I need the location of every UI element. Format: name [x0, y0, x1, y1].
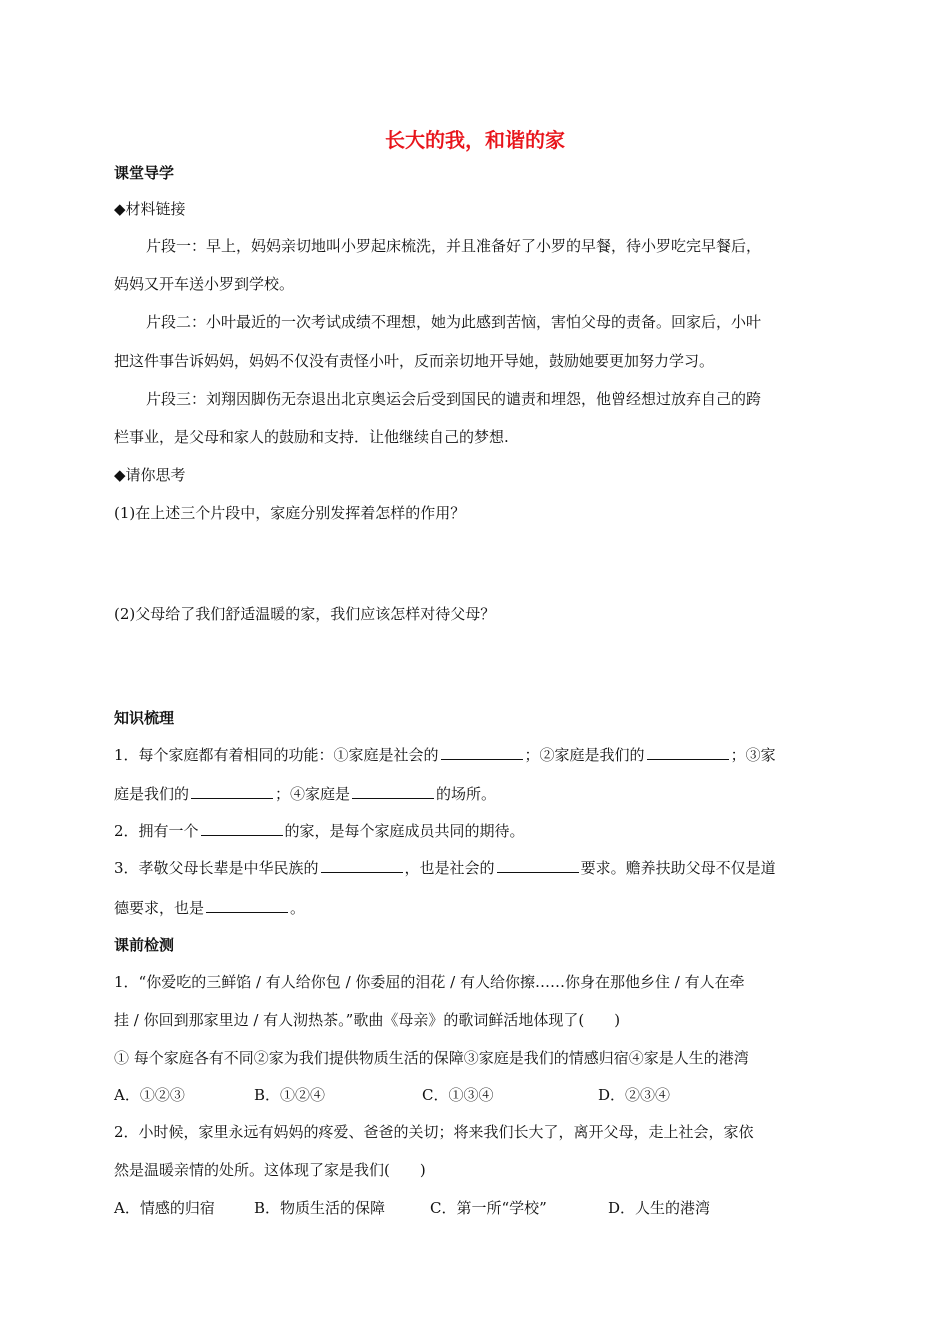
materials-heading: ◆材料链接 — [114, 200, 186, 218]
k1-text-c: ；③家 — [730, 746, 776, 764]
precheck-q1-line-2: 挂 / 你回到那家里边 / 有人沏热茶。”歌曲《母亲》的歌词鲜活地体现了( ) — [114, 1011, 621, 1029]
k1-text-f: 的场所。 — [436, 785, 497, 803]
fragment-1-line-2: 妈妈又开车送小罗到学校。 — [114, 275, 295, 293]
option-c[interactable]: C．第一所“学校” — [430, 1199, 547, 1217]
precheck-q2-options — [114, 1197, 710, 1219]
k3-text-b: ，也是社会的 — [404, 859, 495, 877]
k1-text-d: 庭是我们的 — [114, 785, 190, 803]
option-d[interactable]: D．②③④ — [598, 1086, 671, 1104]
fragment-3-line-2: 栏事业，是父母和家人的鼓励和支持．让他继续自己的梦想. — [114, 428, 509, 446]
k3-text-d: 德要求，也是 — [114, 899, 205, 917]
fragment-3-line-1: 片段三：刘翔因脚伤无奈退出北京奥运会后受到国民的谴责和埋怨，他曾经想过放弃自己的跨 — [146, 390, 762, 408]
k1-text-b: ；②家庭是我们的 — [524, 746, 645, 764]
precheck-q2-line-2: 然是温暖亲情的处所。这体现了家是我们( ) — [114, 1161, 426, 1179]
fill-blank[interactable] — [497, 857, 579, 873]
knowledge-item-3-line-1 — [114, 857, 776, 879]
question-1: (1)在上述三个片段中，家庭分别发挥着怎样的作用？ — [114, 504, 466, 522]
fill-blank[interactable] — [441, 744, 523, 760]
knowledge-item-2 — [114, 820, 525, 842]
precheck-q1-line-1: 1．“你爱吃的三鲜馅 / 有人给你包 / 你委屈的泪花 / 有人给你擦……你身在那他乡住 / 有人在牵 — [114, 973, 745, 991]
precheck-q1-options — [114, 1084, 670, 1106]
precheck-q1-statements: ① 每个家庭各有不同②家为我们提供物质生活的保障③家庭是我们的情感归宿④家是人生的港湾 — [114, 1049, 749, 1067]
fragment-1-line-1: 片段一：早上，妈妈亲切地叫小罗起床梳洗，并且准备好了小罗的早餐，待小罗吃完早餐后， — [146, 237, 762, 255]
option-c[interactable]: C．①③④ — [422, 1086, 494, 1104]
page-title: 长大的我，和谐的家 — [385, 128, 565, 152]
precheck-q2-line-1: 2．小时候，家里永远有妈妈的疼爱、爸爸的关切；将来我们长大了，离开父母，走上社会，家依 — [114, 1123, 754, 1141]
fragment-2-line-2: 把这件事告诉妈妈，妈妈不仅没有责怪小叶，反而亲切地开导她，鼓励她要更加努力学习。 — [114, 352, 715, 370]
option-b[interactable]: B．①②④ — [254, 1086, 326, 1104]
k1-text-e: ；④家庭是 — [275, 785, 351, 803]
fill-blank[interactable] — [206, 897, 288, 913]
option-a[interactable]: A．情感的归宿 — [114, 1199, 215, 1217]
option-a[interactable]: A．①②③ — [114, 1086, 185, 1104]
fill-blank[interactable] — [352, 783, 434, 799]
fill-blank[interactable] — [201, 820, 283, 836]
k2-text-a: 2．拥有一个 — [114, 822, 199, 840]
k3-text-c: 要求。赡养扶助父母不仅是道 — [580, 859, 776, 877]
section-heading-precheck: 课前检测 — [114, 936, 175, 954]
knowledge-item-1-line-1 — [114, 744, 776, 766]
section-heading-knowledge: 知识梳理 — [114, 709, 175, 727]
option-b[interactable]: B．物质生活的保障 — [254, 1199, 386, 1217]
knowledge-item-1-line-2 — [114, 783, 496, 805]
fill-blank[interactable] — [647, 744, 729, 760]
fill-blank[interactable] — [191, 783, 273, 799]
k1-text-a: 1．每个家庭都有着相同的功能：①家庭是社会的 — [114, 746, 439, 764]
fill-blank[interactable] — [321, 857, 403, 873]
fragment-2-line-1: 片段二：小叶最近的一次考试成绩不理想，她为此感到苦恼，害怕父母的责备。回家后，小叶 — [146, 313, 762, 331]
think-heading: ◆请你思考 — [114, 466, 186, 484]
k2-text-b: 的家，是每个家庭成员共同的期待。 — [284, 822, 525, 840]
k3-text-a: 3．孝敬父母长辈是中华民族的 — [114, 859, 319, 877]
option-d[interactable]: D．人生的港湾 — [608, 1199, 711, 1217]
question-2: (2)父母给了我们舒适温暖的家，我们应该怎样对待父母？ — [114, 605, 496, 623]
section-heading-guide: 课堂导学 — [114, 164, 175, 182]
k3-text-e: 。 — [290, 899, 306, 917]
knowledge-item-3-line-2 — [114, 897, 305, 919]
